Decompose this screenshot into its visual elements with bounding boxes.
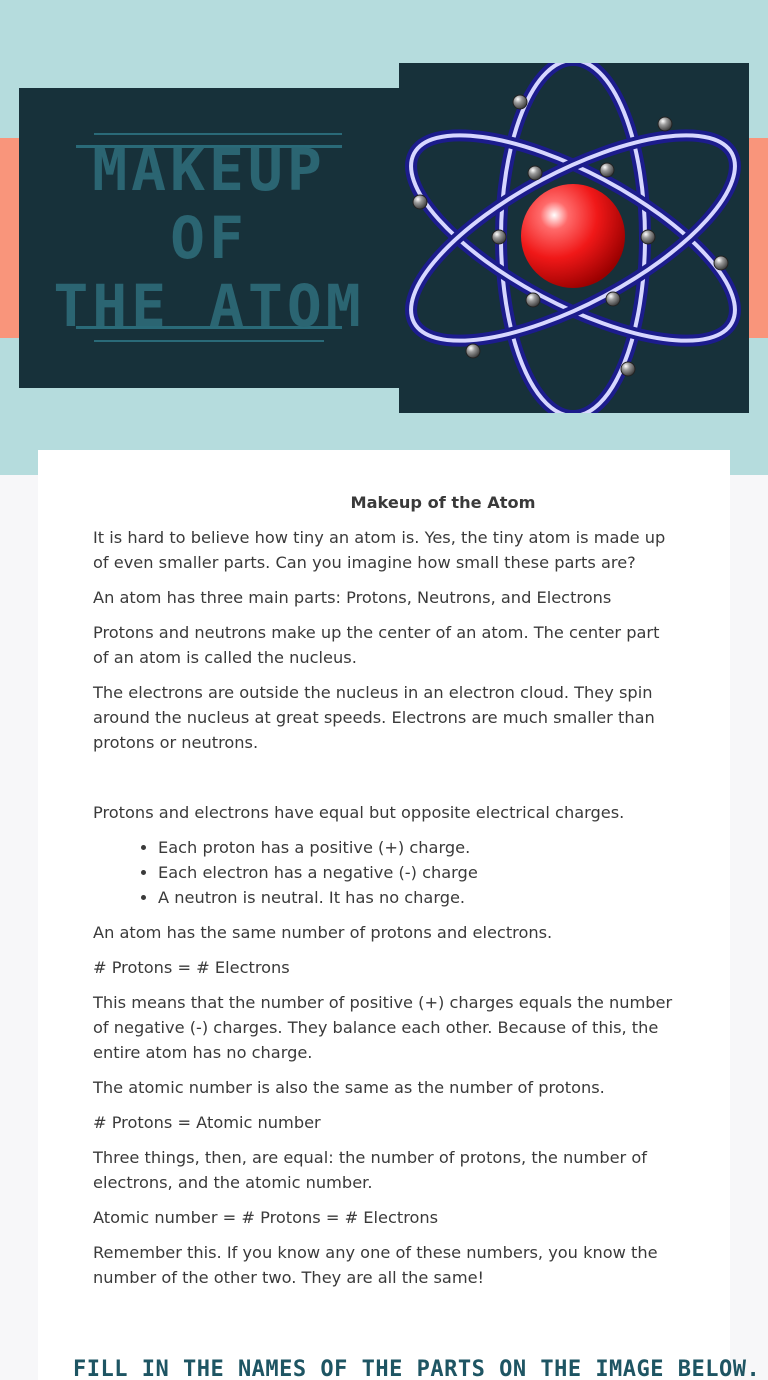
- list-item: • Each proton has a positive (+) charge.: [158, 835, 678, 860]
- paragraph-balance: This means that the number of positive (+) charges equals the number of negative (-) charges. They balance each other. Because of this, the entire atom has no charge.: [93, 993, 673, 1062]
- spacer: [93, 765, 678, 800]
- paragraph-intro: It is hard to believe how tiny an atom is. Yes, the tiny atom is made up of even smaller parts. Can you imagine how small these parts are?: [93, 528, 666, 572]
- content-card: [38, 450, 761, 1380]
- paragraph-three-equal: Three things, then, are equal: the number of protons, the number of electrons, and the atomic number.: [93, 1148, 647, 1192]
- page-title-line-2: THE ATOM: [53, 272, 365, 340]
- paragraph-electrons: The electrons are outside the nucleus in an electron cloud. They spin around the nucleus at great speeds. Electrons are much smaller than protons or neutrons.: [93, 683, 655, 752]
- atom-image: [399, 63, 749, 413]
- accent-stripe-right: [748, 138, 768, 338]
- charge-list: [93, 835, 678, 910]
- paragraph-nucleus: Protons and neutrons make up the center of an atom. The center part of an atom is called the nucleus.: [93, 623, 660, 667]
- fill-in-heading: FILL IN THE NAMES OF THE PARTS ON THE IMAGE BELOW.: [73, 1357, 761, 1380]
- paragraph-atomic-number: The atomic number is also the same as the number of protons.: [93, 1078, 605, 1097]
- equation-protons-electrons: # Protons = # Electrons: [93, 958, 290, 977]
- paragraph-remember: Remember this. If you know any one of these numbers, you know the number of the other two. They are all the same!: [93, 1243, 658, 1287]
- document-body: [93, 490, 678, 1300]
- atom-icon: [399, 63, 749, 413]
- accent-stripe-left: [0, 138, 20, 338]
- paragraph-same-number: An atom has the same number of protons and electrons.: [93, 923, 553, 942]
- page-title: [19, 88, 399, 388]
- list-item: • A neutron is neutral. It has no charge.: [158, 885, 678, 910]
- paragraph-main-parts: An atom has three main parts: Protons, Neutrons, and Electrons: [93, 588, 612, 607]
- title-card: [19, 88, 399, 388]
- equation-atomic-protons-electrons: Atomic number = # Protons = # Electrons: [93, 1208, 439, 1227]
- page-title-line-1: MAKEUP OF: [92, 136, 326, 272]
- paragraph-charges: Protons and electrons have equal but opposite electrical charges.: [93, 803, 625, 822]
- equation-protons-atomic-number: # Protons = Atomic number: [93, 1113, 321, 1132]
- list-item: • Each electron has a negative (-) charge: [158, 860, 678, 885]
- document-title: Makeup of the Atom: [350, 493, 536, 512]
